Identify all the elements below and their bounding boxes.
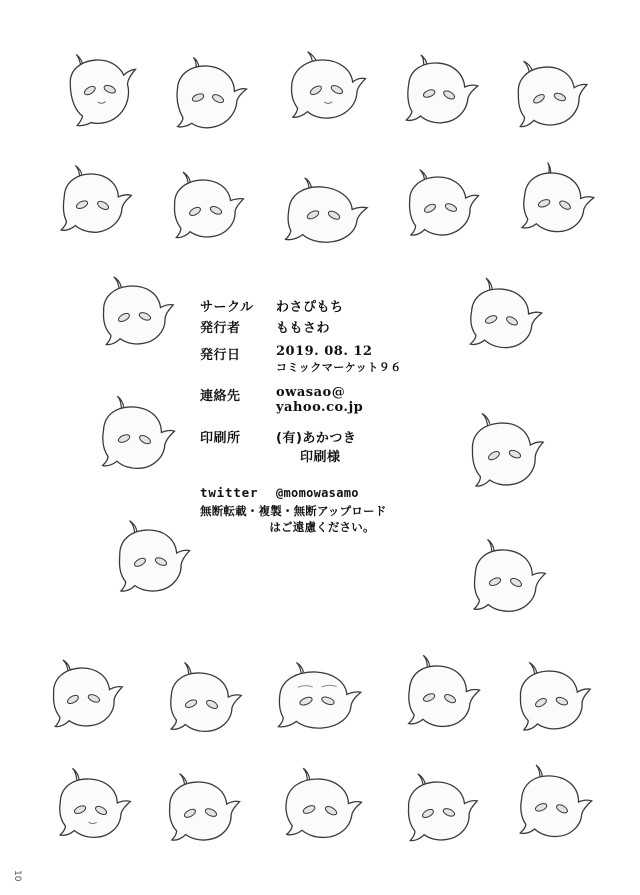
mascot-icon (47, 164, 136, 249)
notice-line-2: はご遠慮ください。 (269, 519, 375, 534)
mascot-icon (270, 766, 366, 857)
mascot-icon (103, 516, 194, 609)
publish-date-value: 2019. 08. 12 (276, 344, 373, 359)
mascot-icon (36, 656, 128, 744)
mascot-icon (502, 54, 595, 143)
publish-event-value: コミックマーケット９６ (276, 361, 402, 374)
author-value: ももさわ (276, 321, 331, 336)
circle-label: サークル (200, 300, 254, 315)
mascot-icon (502, 657, 598, 749)
colophon-row-date (200, 344, 450, 375)
twitter-handle: @momowasamo (276, 486, 359, 500)
mascot-icon (391, 653, 485, 746)
printer-label: 印刷所 (200, 431, 241, 446)
page-number: 10 (12, 869, 22, 881)
publish-date-label: 発行日 (200, 348, 241, 363)
mascot-icon (452, 275, 546, 367)
mascot-icon (394, 167, 483, 252)
colophon-row-twitter (200, 485, 450, 500)
contact-email-line1: owasao@ (276, 385, 346, 400)
contact-label: 連絡先 (200, 389, 241, 404)
mascot-icon (86, 393, 181, 488)
mascot-icon (154, 660, 247, 749)
mascot-icon (458, 536, 549, 629)
mascot-icon (154, 770, 245, 857)
mascot-icon (274, 177, 371, 257)
mascot-icon (161, 56, 251, 142)
colophon-row-author (200, 317, 450, 336)
mascot-icon (390, 52, 482, 140)
colophon-block (200, 296, 450, 535)
mascot-icon (52, 49, 144, 137)
mascot-icon (86, 273, 180, 364)
mascot-icon (391, 770, 483, 858)
mascot-icon (279, 48, 372, 137)
mascot-icon (455, 407, 551, 505)
mascot-icon (502, 762, 598, 856)
circle-value: わさぴもち (276, 300, 344, 315)
mascot-icon (158, 168, 248, 254)
mascot-icon (267, 661, 364, 743)
printer-suffix: 印刷様 (299, 450, 341, 465)
colophon-row-circle (200, 296, 450, 315)
printer-name: (有)あかつき (276, 431, 357, 446)
mascot-icon (44, 766, 135, 855)
reproduction-notice (200, 504, 450, 535)
contact-email-line2: yahoo.co.jp (276, 400, 364, 415)
colophon-row-printer (200, 427, 450, 465)
colophon-row-contact (200, 385, 450, 415)
mascot-icon (505, 159, 600, 250)
twitter-label: twitter (200, 485, 259, 500)
author-label: 発行者 (200, 321, 241, 336)
notice-line-1: 無断転載・複製・無断アップロード (200, 504, 387, 518)
